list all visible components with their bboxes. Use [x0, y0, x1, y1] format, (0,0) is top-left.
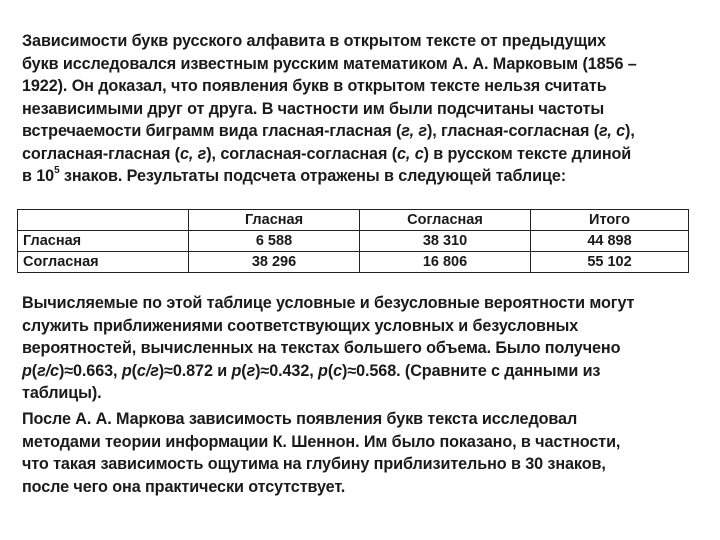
intro-line-3: 1922). Он доказал, что появления букв в открытом тексте нельзя считать [22, 77, 607, 95]
table-cell: 6 588 [189, 231, 360, 252]
bigram-gg: г, г [401, 122, 427, 140]
prob-symbol: p [22, 361, 32, 380]
text: согласная-гласная ( [22, 144, 180, 163]
table-cell: 16 806 [360, 252, 531, 273]
text: )≈0.432, [255, 361, 319, 380]
bigram-gs: г, с [599, 122, 626, 140]
text: )≈0.663, [58, 361, 122, 380]
intro-line-1: Зависимости букв русского алфавита в открытом тексте от предыдущих [22, 32, 606, 50]
shannon-line-2: методами теории информации К. Шеннон. Им было показано, в частности, [22, 432, 621, 451]
table-cell: 38 296 [189, 252, 360, 273]
shannon-line-4: после чего она практически отсутствует. [22, 477, 346, 496]
table-header-cell [18, 210, 189, 231]
conclusion-line-4 [22, 360, 702, 383]
intro-paragraph [22, 30, 702, 188]
text: встречаемости биграмм вида гласная-гласная ( [22, 122, 402, 140]
conclusion-paragraph [22, 292, 702, 405]
text: ) в русском тексте длиной [423, 144, 632, 163]
shannon-line-3: что такая зависимость ощутима на глубину приблизительно в 30 знаков, [22, 455, 606, 473]
text: )≈0.872 и [158, 361, 232, 380]
text: ( [31, 361, 38, 380]
bigram-ss: с, с [397, 144, 424, 163]
table-row [18, 252, 689, 273]
prob-arg: с [333, 361, 343, 380]
text: )≈0.568. (Сравните с данными из [342, 361, 601, 380]
table-row [18, 231, 689, 252]
text: ( [241, 361, 247, 380]
bigram-sg: с, г [179, 144, 207, 163]
table-cell: Гласная [18, 231, 189, 252]
intro-line-6 [22, 143, 702, 166]
conclusion-line-5: таблицы). [22, 384, 102, 402]
shannon-line-1: После А. А. Маркова зависимость появления букв текста исследовал [22, 410, 578, 428]
table-cell: Согласная [18, 252, 189, 273]
conclusion-line-1: Вычисляемые по этой таблице условные и безусловные вероятности могут [22, 294, 635, 312]
intro-line-4: независимыми друг от друга. В частности им были подсчитаны частоты [22, 99, 605, 118]
text: ( [327, 361, 334, 380]
table-header-cell: Итого [531, 210, 689, 231]
intro-line-2: букв исследовался известным русским математиком А. А. Марковым (1856 – [22, 54, 637, 73]
text: ( [131, 361, 137, 380]
table-header-cell: Гласная [189, 210, 360, 231]
prob-arg: г [246, 361, 256, 380]
table-cell: 55 102 [531, 252, 689, 273]
intro-line-7 [22, 165, 702, 188]
text: в 10 [22, 167, 55, 185]
prob-symbol: p [318, 361, 328, 380]
text: ), [625, 122, 635, 140]
prob-arg: г/с [37, 361, 59, 380]
shannon-paragraph [22, 408, 702, 498]
text: знаков. Результаты подсчета отражены в следующей таблице: [59, 167, 567, 185]
bigram-frequency-table [17, 209, 689, 273]
conclusion-line-3: вероятностей, вычисленных на текстах большего объема. Было получено [22, 339, 621, 357]
prob-symbol: p [231, 361, 242, 380]
conclusion-line-2: служить приближениями соответствующих условных и безусловных [22, 316, 579, 335]
text: ), гласная-согласная ( [426, 122, 599, 140]
text: ), согласная-согласная ( [206, 144, 397, 163]
table-cell: 38 310 [360, 231, 531, 252]
intro-line-5 [22, 120, 702, 143]
table-header-cell: Согласная [360, 210, 531, 231]
table-header-row [18, 210, 689, 231]
prob-symbol: p [121, 361, 132, 380]
exponent: 5 [54, 164, 60, 176]
prob-arg: с/г [136, 361, 159, 380]
table-cell: 44 898 [531, 231, 689, 252]
